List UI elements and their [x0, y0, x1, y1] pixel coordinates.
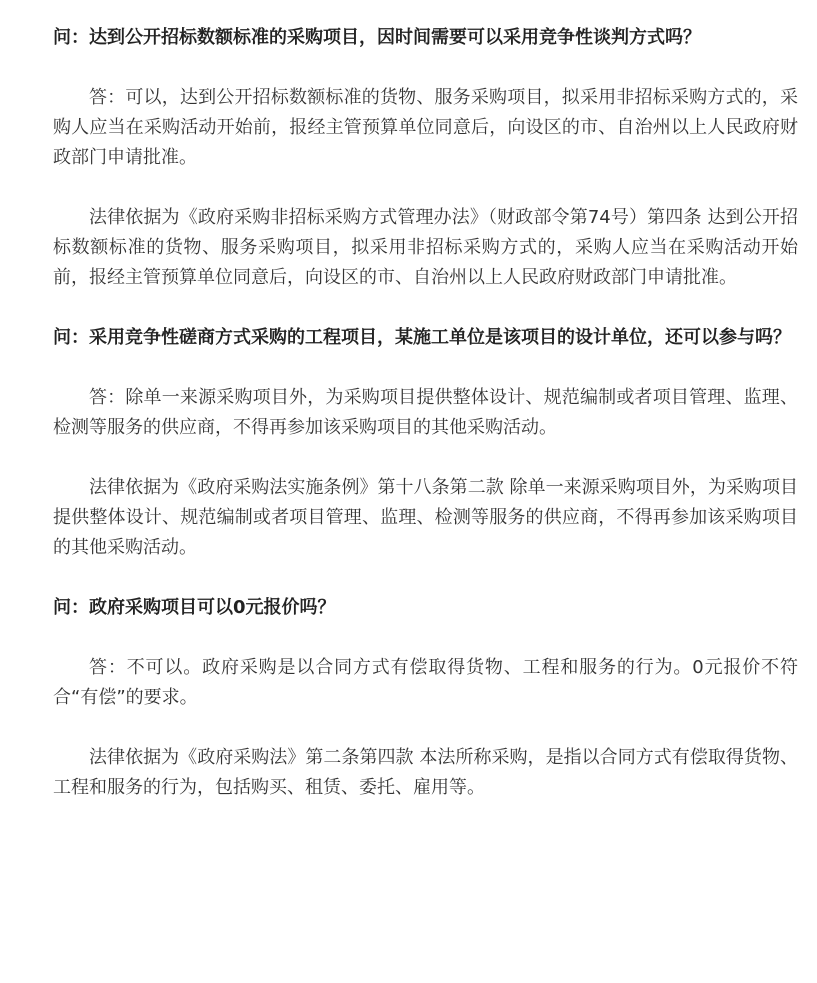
article-body	[53, 23, 798, 803]
answer-2: 答：除单一来源采购项目外，为采购项目提供整体设计、规范编制或者项目管理、监理、检测等服务的供应商，不得再参加该采购项目的其他采购活动。	[53, 387, 798, 438]
question-1: 问：达到公开招标数额标准的采购项目，因时间需要可以采用竞争性谈判方式吗？	[53, 27, 701, 48]
question-3: 问：政府采购项目可以0元报价吗？	[53, 597, 336, 618]
question-2: 问：采用竞争性磋商方式采购的工程项目，某施工单位是该项目的设计单位，还可以参与吗？	[53, 327, 791, 348]
answer-3: 答：不可以。政府采购是以合同方式有偿取得货物、工程和服务的行为。0元报价不符合“有偿”的要求。	[53, 657, 798, 708]
legal-basis-3: 法律依据为《政府采购法》第二条第四款 本法所称采购，是指以合同方式有偿取得货物、工程和服务的行为，包括购买、租赁、委托、雇用等。	[53, 747, 798, 798]
answer-1: 答：可以，达到公开招标数额标准的货物、服务采购项目，拟采用非招标采购方式的，采购人应当在采购活动开始前，报经主管预算单位同意后，向设区的市、自治州以上人民政府财政部门申请批准。	[53, 87, 798, 168]
legal-basis-1: 法律依据为《政府采购非招标采购方式管理办法》（财政部令第74号）第四条 达到公开招标数额标准的货物、服务采购项目，拟采用非招标采购方式的，采购人应当在采购活动开始前，报经主管预算单位同意后，向设区的市、自治州以上人民政府财政部门申请批准。	[53, 207, 798, 288]
legal-basis-2: 法律依据为《政府采购法实施条例》第十八条第二款 除单一来源采购项目外，为采购项目提供整体设计、规范编制或者项目管理、监理、检测等服务的供应商，不得再参加该采购项目的其他采购活动。	[53, 477, 798, 558]
